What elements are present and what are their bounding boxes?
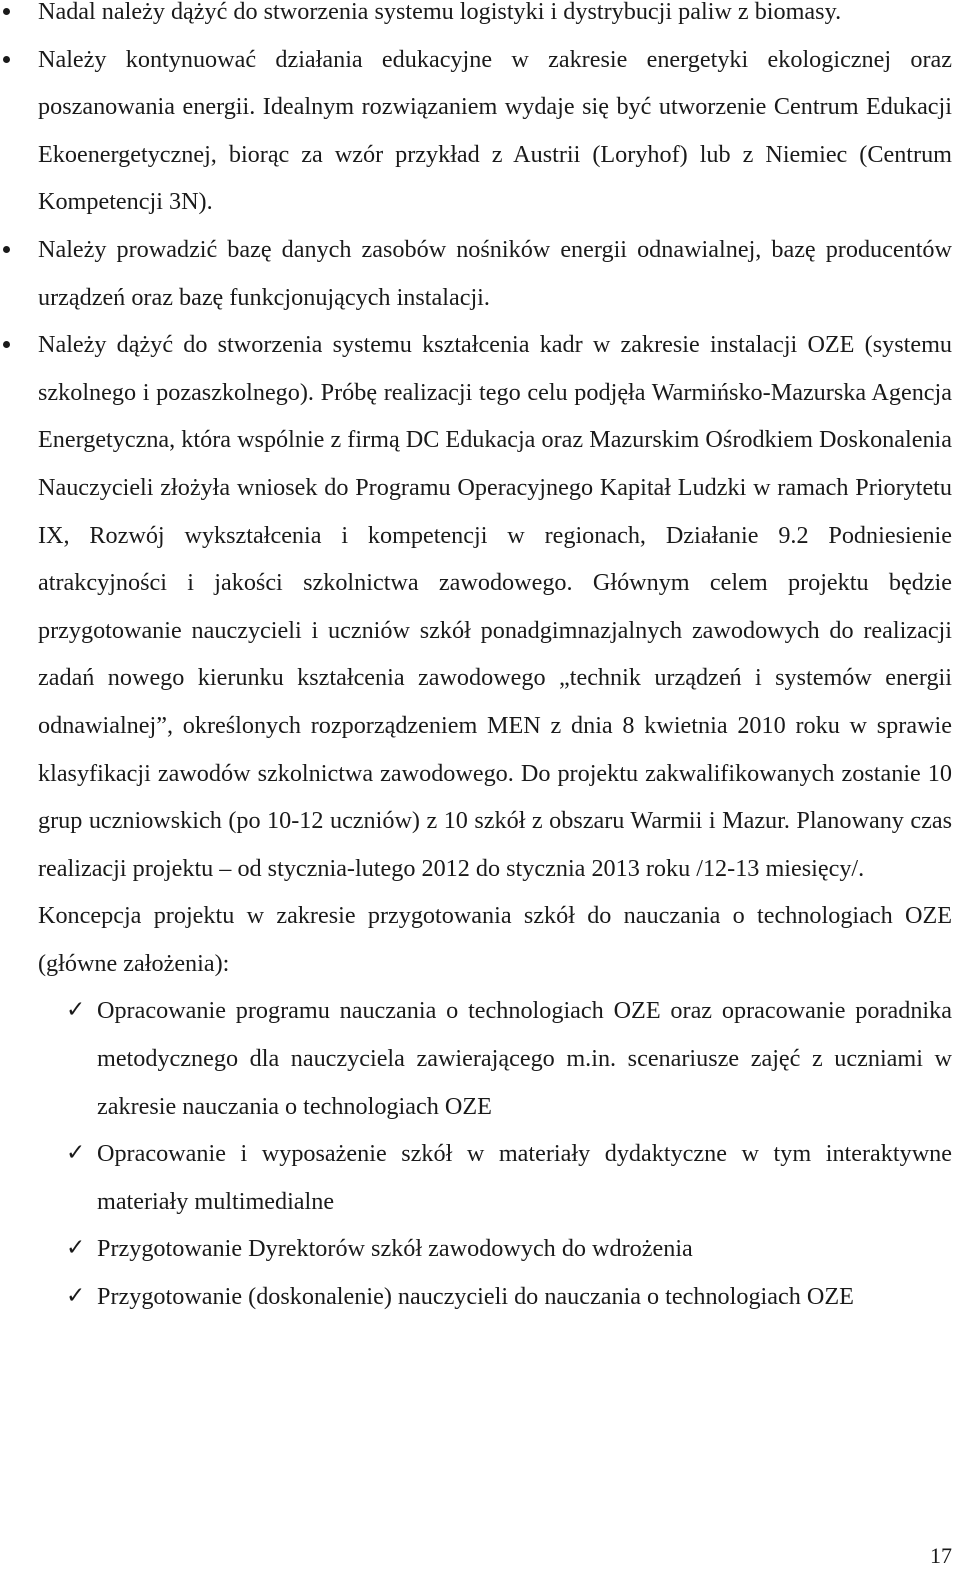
bullet-list xyxy=(38,0,952,892)
checkmark-icon: ✓ xyxy=(66,1140,86,1167)
bullet-text: Należy dążyć do stworzenia systemu kształcenia kadr w zakresie instalacji OZE (systemu szkolnego i pozaszkolnego). Próbę realizacji tego celu podjęła Warmińsko-Mazurska Agencja Energetyczna, która wspólnie z firmą DC Edukacja oraz Mazurskim Ośrodkiem Doskonalenia Nauczycieli złożyła wniosek do Programu Operacyjnego Kapitał Ludzki w ramach Priorytetu IX, Rozwój wykształcenia i kompetencji w regionach, Działanie 9.2 Podniesienie atrakcyjności i jakości szkolnictwa zawodowego. Głównym celem projektu będzie przygotowanie nauczycieli i uczniów szkół ponadgimnazjalnych zawodowych do realizacji zadań nowego kierunku kształcenia zawodowego „technik urządzeń i systemów energii odnawialnej”, określonych rozporządzeniem MEN z dnia 8 kwietnia 2010 roku w sprawie klasyfikacji zawodów szkolnictwa zawodowego. Do projektu zakwalifikowanych zostanie 10 grup uczniowskich (po 10-12 uczniów) z 10 szkół z obszaru Warmii i Mazur. Planowany czas realizacji projektu – od stycznia-lutego 2012 do stycznia 2013 roku /12-13 miesięcy/. xyxy=(38,331,952,882)
bullet-dot-icon xyxy=(3,246,10,253)
bullet-dot-icon xyxy=(3,8,10,15)
checkmark-list xyxy=(38,987,952,1320)
page-number: 17 xyxy=(930,1543,952,1568)
checkmark-text: Opracowanie programu nauczania o technologiach OZE oraz opracowanie poradnika metodycznego dla nauczyciela zawierającego m.in. scenariusze zajęć z uczniami w zakresie nauczania o technologiach OZE xyxy=(97,997,952,1120)
checkmark-item xyxy=(66,1130,952,1225)
checkmark-text: Przygotowanie (doskonalenie) nauczycieli do nauczania o technologiach OZE xyxy=(97,1283,854,1311)
bullet-dot-icon xyxy=(3,341,10,348)
concept-intro-paragraph: Koncepcja projektu w zakresie przygotowania szkół do nauczania o technologiach OZE (główne założenia): xyxy=(38,902,952,977)
checkmark-icon: ✓ xyxy=(66,997,86,1024)
bullet-text: Należy prowadzić bazę danych zasobów nośników energii odnawialnej, bazę producentów urządzeń oraz bazę funkcjonujących instalacji. xyxy=(38,235,952,311)
page-content xyxy=(38,0,952,1321)
bullet-item xyxy=(38,321,952,892)
bullet-text: Nadal należy dążyć do stworzenia systemu logistyki i dystrybucji paliw z biomasy. xyxy=(38,0,842,25)
bullet-text: Należy kontynuować działania edukacyjne w zakresie energetyki ekologicznej oraz poszanowania energii. Idealnym rozwiązaniem wydaje się być utworzenie Centrum Edukacji Ekoenergetycznej, biorąc za wzór przykład z Austrii (Loryhof) lub z Niemiec (Centrum Kompetencji 3N). xyxy=(38,45,952,216)
checkmark-text: Przygotowanie Dyrektorów szkół zawodowych do wdrożenia xyxy=(97,1235,693,1263)
checkmark-icon: ✓ xyxy=(66,1283,86,1310)
checkmark-item xyxy=(66,1273,952,1321)
bullet-item xyxy=(38,36,952,226)
checkmark-item xyxy=(66,987,952,1130)
bullet-item xyxy=(38,0,952,36)
checkmark-icon: ✓ xyxy=(66,1235,86,1262)
bullet-dot-icon xyxy=(3,56,10,63)
checkmark-item xyxy=(66,1225,952,1273)
bullet-item xyxy=(38,226,952,321)
checkmark-text: Opracowanie i wyposażenie szkół w materiały dydaktyczne w tym interaktywne materiały multimedialne xyxy=(97,1140,952,1215)
